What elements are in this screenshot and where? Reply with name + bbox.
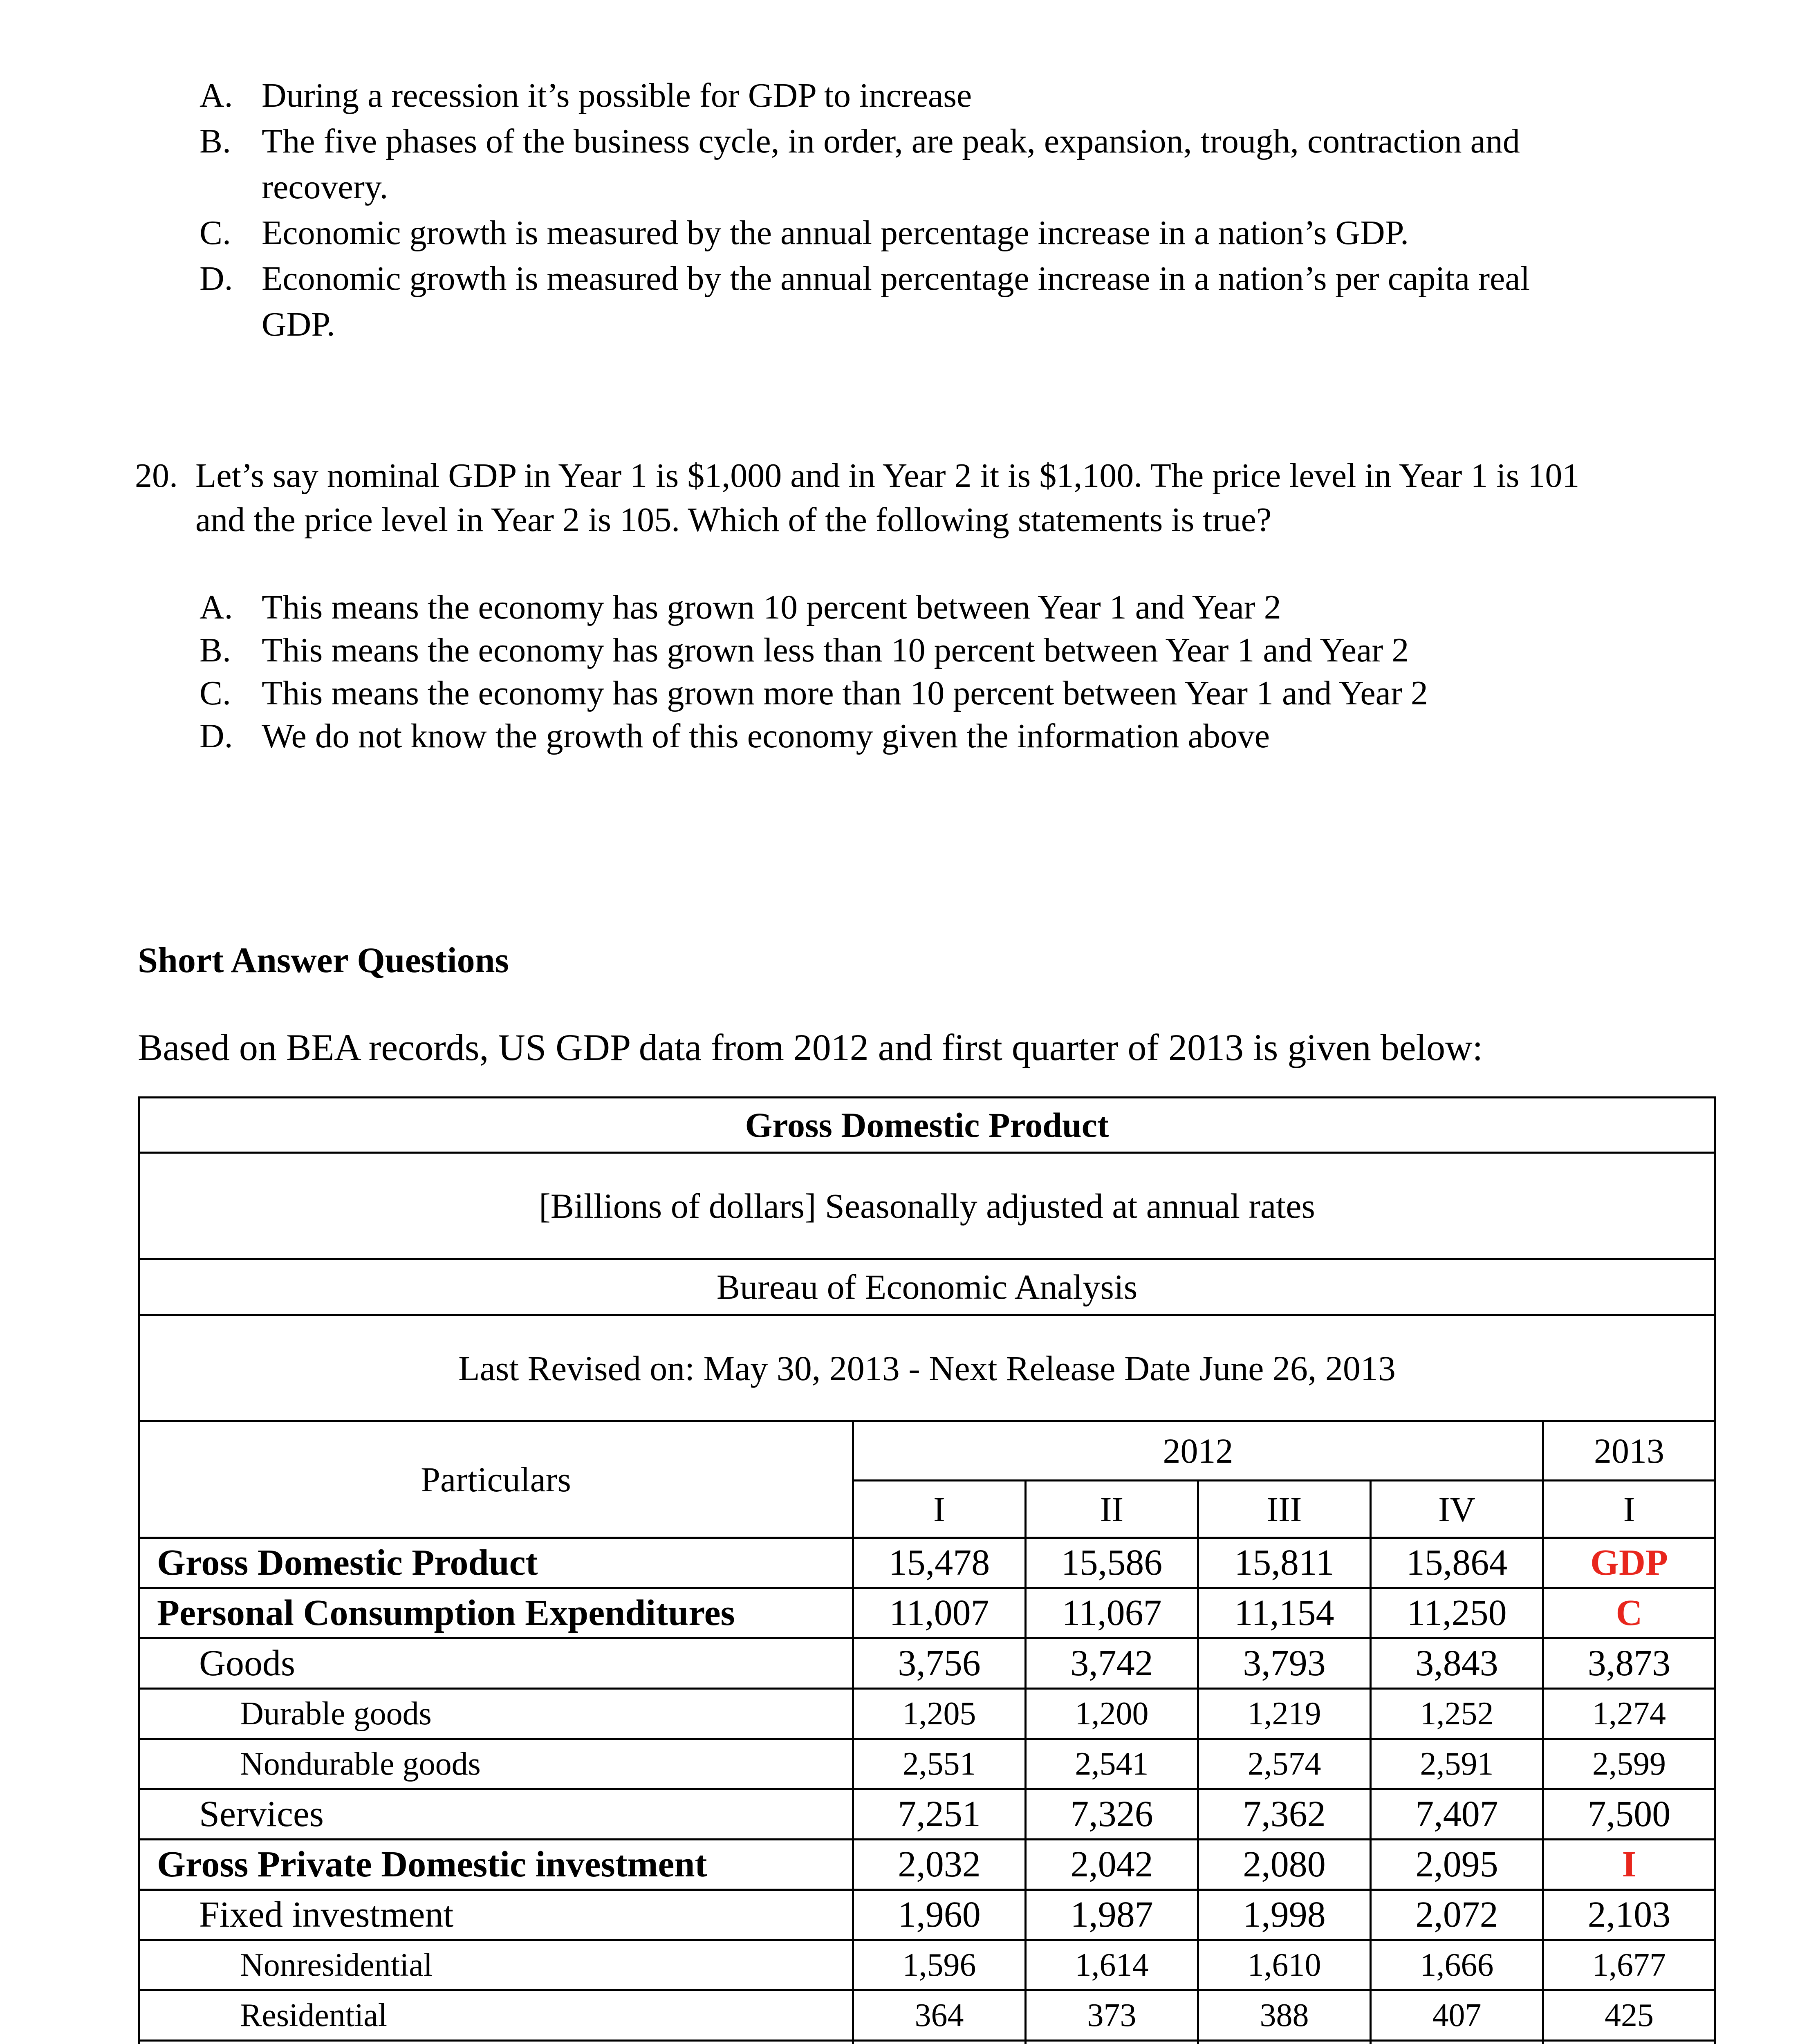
row-label: Nonresidential — [139, 1940, 853, 1990]
table-row — [139, 1638, 1715, 1689]
cell: 7,326 — [1026, 1789, 1198, 1840]
row-label: Residential — [139, 1990, 853, 2041]
year-2013-header: 2013 — [1543, 1421, 1715, 1481]
cell — [1543, 2041, 1715, 2044]
table-row — [139, 1789, 1715, 1840]
cell: 1,614 — [1026, 1940, 1198, 1990]
row-label: Fixed investment — [139, 1890, 853, 1940]
option-text-continued: GDP. — [262, 305, 335, 343]
quarter-header: I — [1543, 1481, 1715, 1538]
row-label: Nondurable goods — [139, 1739, 853, 1789]
option-text: This means the economy has grown 10 percent between Year 1 and Year 2 — [262, 588, 1281, 626]
cell: 2,032 — [853, 1840, 1026, 1890]
question-number: 20. — [135, 457, 178, 495]
cell: 2,080 — [1198, 1840, 1371, 1890]
option-letter: C. — [200, 674, 231, 712]
option-text: The five phases of the business cycle, in order, are peak, expansion, trough, contraction and — [262, 122, 1520, 160]
cell: 1,960 — [853, 1890, 1026, 1940]
option-text: We do not know the growth of this economy given the information above — [262, 717, 1270, 755]
table-row — [139, 1890, 1715, 1940]
table-row — [139, 1689, 1715, 1739]
cell: 2,599 — [1543, 1739, 1715, 1789]
option-text: This means the economy has grown more than 10 percent between Year 1 and Year 2 — [262, 674, 1428, 712]
cell: 3,873 — [1543, 1638, 1715, 1689]
table-row — [139, 1840, 1715, 1890]
quarter-header: III — [1198, 1481, 1371, 1538]
answer-cell: GDP — [1543, 1538, 1715, 1588]
answer-cell: I — [1543, 1840, 1715, 1890]
table-row — [139, 1739, 1715, 1789]
option-letter: A. — [200, 76, 233, 114]
cell: 2,551 — [853, 1739, 1026, 1789]
cell — [853, 2041, 1026, 2044]
cell — [1198, 2041, 1371, 2044]
gdp-table — [138, 1096, 1716, 2044]
option-text: Economic growth is measured by the annual percentage increase in a nation’s per capita real — [262, 260, 1530, 298]
row-label: Goods — [139, 1638, 853, 1689]
option-text: Economic growth is measured by the annual percentage increase in a nation’s GDP. — [262, 214, 1409, 252]
cell: 1,205 — [853, 1689, 1026, 1739]
cell: 1,987 — [1026, 1890, 1198, 1940]
question-line-1: Let’s say nominal GDP in Year 1 is $1,000 and in Year 2 it is $1,100. The price level in Year 1 is 101 — [195, 457, 1580, 495]
cell: 15,864 — [1371, 1538, 1543, 1588]
quarter-header: II — [1026, 1481, 1198, 1538]
row-label — [139, 2041, 853, 2044]
cell: 364 — [853, 1990, 1026, 2041]
quarter-header: IV — [1371, 1481, 1543, 1538]
particulars-header: Particulars — [139, 1421, 853, 1538]
cell: 2,072 — [1371, 1890, 1543, 1940]
question-line-2: and the price level in Year 2 is 105. Which of the following statements is true? — [195, 501, 1272, 539]
cell: 1,274 — [1543, 1689, 1715, 1739]
section-heading: Short Answer Questions — [138, 941, 509, 980]
table-row — [139, 1538, 1715, 1588]
table-subtitle: [Billions of dollars] Seasonally adjusted at annual rates — [139, 1153, 1715, 1259]
cell: 425 — [1543, 1990, 1715, 2041]
option-letter: B. — [200, 631, 231, 669]
cell: 1,677 — [1543, 1940, 1715, 1990]
cell: 3,756 — [853, 1638, 1026, 1689]
section-intro: Based on BEA records, US GDP data from 2012 and first quarter of 2013 is given below: — [138, 1026, 1483, 1068]
option-letter: B. — [200, 122, 231, 160]
cell: 7,500 — [1543, 1789, 1715, 1840]
option-text: This means the economy has grown less than 10 percent between Year 1 and Year 2 — [262, 631, 1409, 669]
option-text: During a recession it’s possible for GDP to increase — [262, 76, 972, 114]
question-text — [195, 454, 1741, 542]
answer-cell: C — [1543, 1588, 1715, 1638]
row-label: Services — [139, 1789, 853, 1840]
table-row — [139, 1990, 1715, 2041]
cell: 373 — [1026, 1990, 1198, 2041]
cell: 11,007 — [853, 1588, 1026, 1638]
cell: 15,478 — [853, 1538, 1026, 1588]
cell: 7,251 — [853, 1789, 1026, 1840]
table-row — [139, 1588, 1715, 1638]
table-revision-note: Last Revised on: May 30, 2013 - Next Release Date June 26, 2013 — [139, 1315, 1715, 1421]
cell: 1,610 — [1198, 1940, 1371, 1990]
cell: 2,591 — [1371, 1739, 1543, 1789]
row-label: Personal Consumption Expenditures — [139, 1588, 853, 1638]
row-label: Durable goods — [139, 1689, 853, 1739]
cell — [1371, 2041, 1543, 2044]
cell: 15,811 — [1198, 1538, 1371, 1588]
cell: 407 — [1371, 1990, 1543, 2041]
cell — [1026, 2041, 1198, 2044]
cell: 7,362 — [1198, 1789, 1371, 1840]
table-row — [139, 1940, 1715, 1990]
cell: 1,219 — [1198, 1689, 1371, 1739]
option-text-continued: recovery. — [262, 168, 388, 206]
table-row — [139, 2041, 1715, 2044]
cell: 2,095 — [1371, 1840, 1543, 1890]
cell: 1,998 — [1198, 1890, 1371, 1940]
cell: 2,103 — [1543, 1890, 1715, 1940]
year-2012-header: 2012 — [853, 1421, 1543, 1481]
cell: 3,742 — [1026, 1638, 1198, 1689]
cell: 3,843 — [1371, 1638, 1543, 1689]
option-letter: D. — [200, 717, 233, 755]
row-label: Gross Domestic Product — [139, 1538, 853, 1588]
table-title: Gross Domestic Product — [139, 1098, 1715, 1153]
cell: 1,200 — [1026, 1689, 1198, 1739]
cell: 1,596 — [853, 1940, 1026, 1990]
cell: 11,250 — [1371, 1588, 1543, 1638]
row-label: Gross Private Domestic investment — [139, 1840, 853, 1890]
option-letter: C. — [200, 214, 231, 252]
cell: 3,793 — [1198, 1638, 1371, 1689]
quarter-header: I — [853, 1481, 1026, 1538]
cell: 11,154 — [1198, 1588, 1371, 1638]
table-source: Bureau of Economic Analysis — [139, 1259, 1715, 1315]
cell: 1,252 — [1371, 1689, 1543, 1739]
cell: 11,067 — [1026, 1588, 1198, 1638]
cell: 2,042 — [1026, 1840, 1198, 1890]
option-letter: A. — [200, 588, 233, 626]
cell: 15,586 — [1026, 1538, 1198, 1588]
cell: 7,407 — [1371, 1789, 1543, 1840]
cell: 1,666 — [1371, 1940, 1543, 1990]
cell: 2,541 — [1026, 1739, 1198, 1789]
cell: 2,574 — [1198, 1739, 1371, 1789]
option-letter: D. — [200, 260, 233, 298]
cell: 388 — [1198, 1990, 1371, 2041]
